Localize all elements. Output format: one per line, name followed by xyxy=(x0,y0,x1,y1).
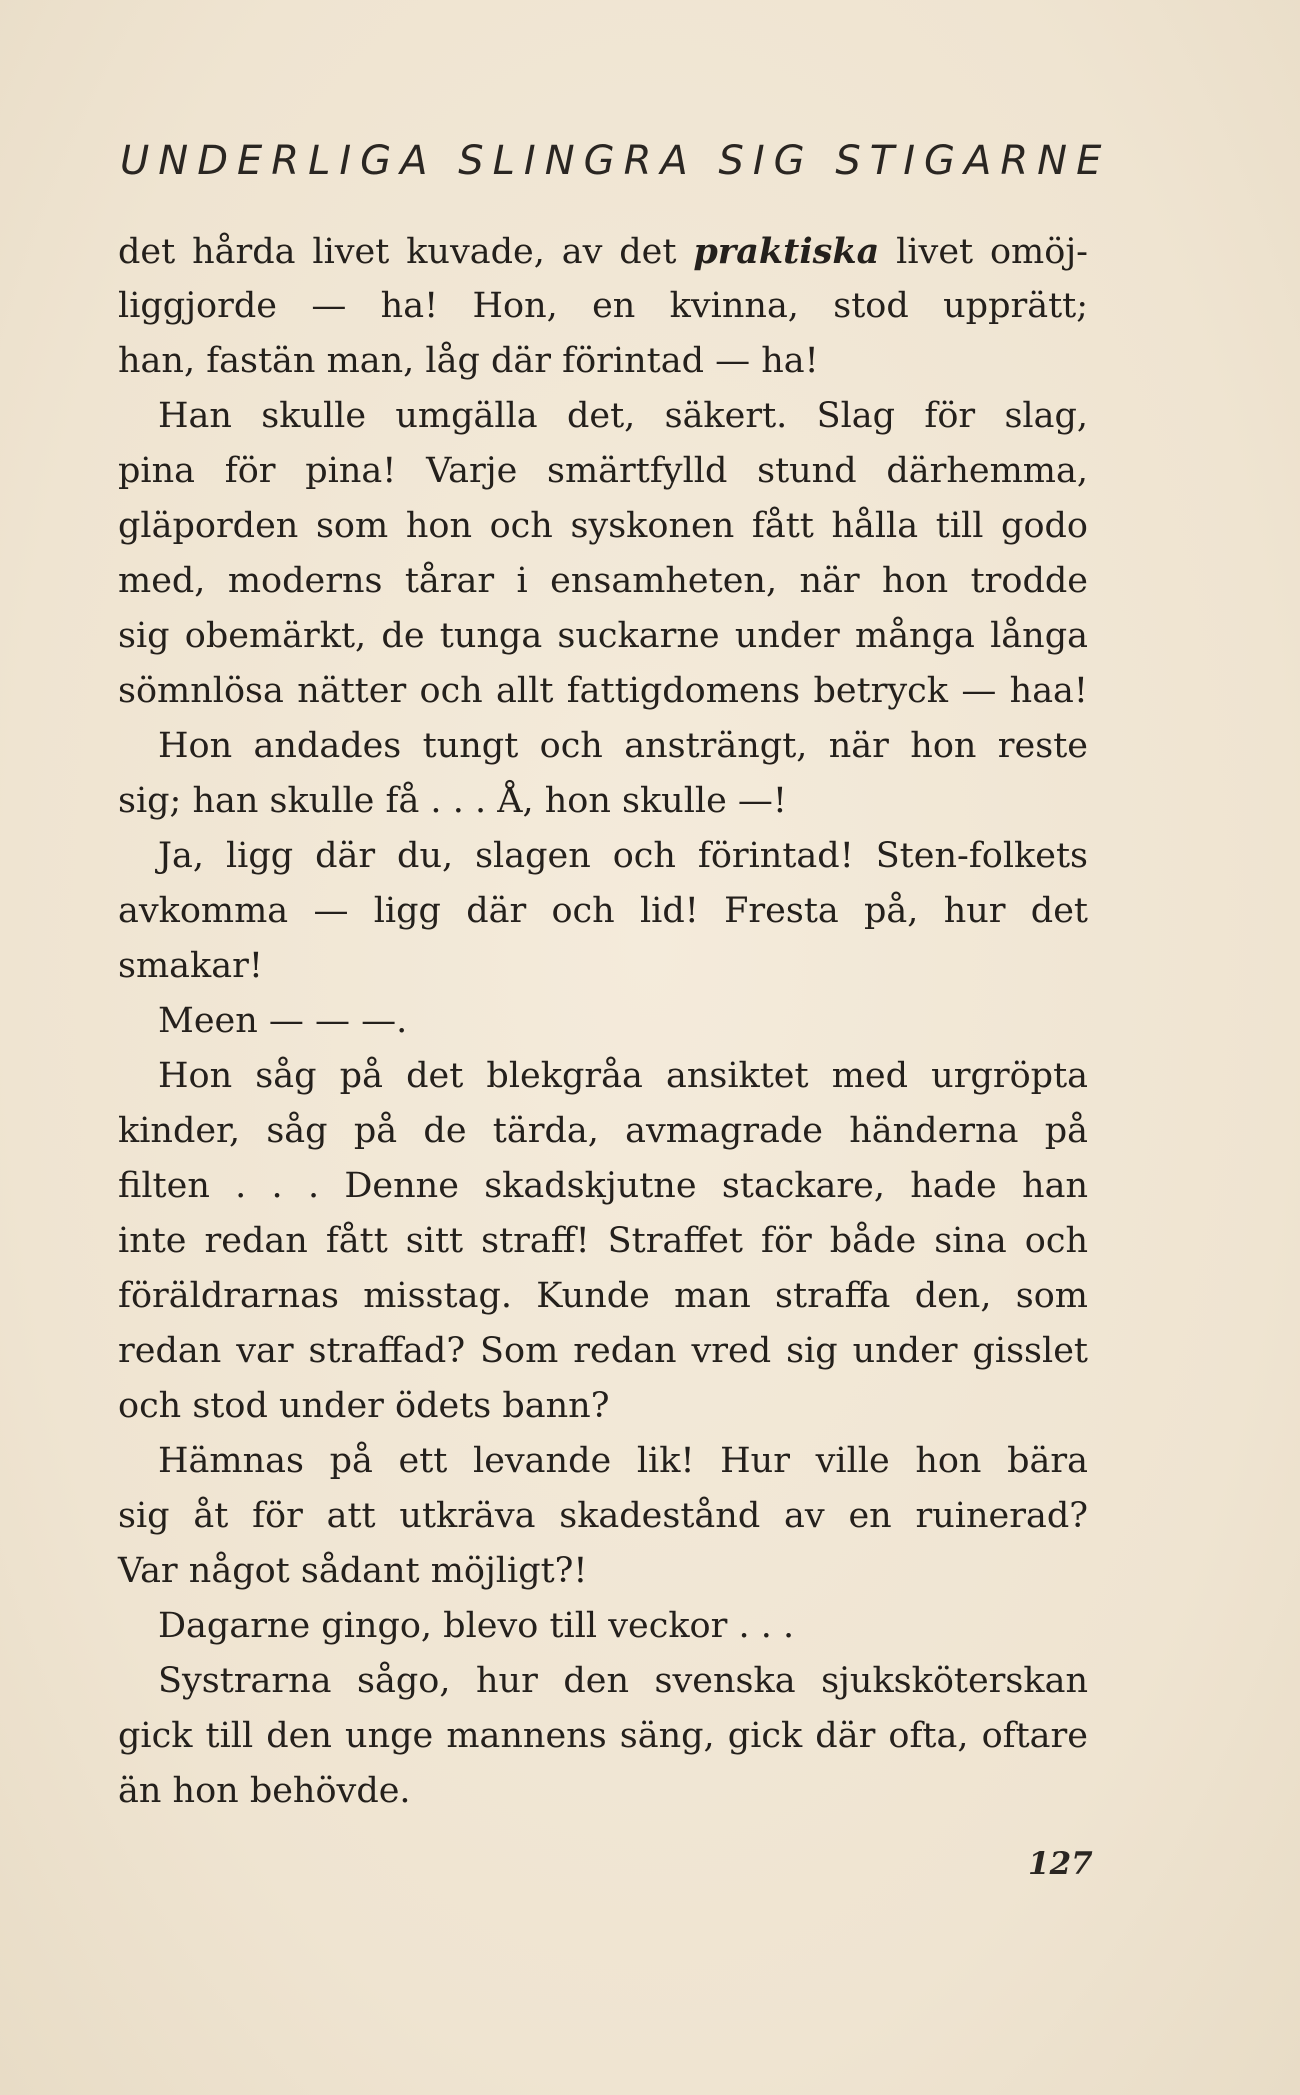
page-number: 127 xyxy=(1028,1846,1093,1882)
text-line: inte redan fått sitt straff! Straffet för både sina och xyxy=(118,1221,1088,1261)
text-line: sig åt för att utkräva skadestånd av en ruinerad? xyxy=(118,1496,1088,1536)
text-line: gläporden som hon och syskonen fått hålla till godo xyxy=(118,506,1088,546)
text-line: Han skulle umgälla det, säkert. Slag för slag, xyxy=(158,396,1088,436)
text-span: livet omöj- xyxy=(879,232,1088,272)
text-line: med, moderns tårar i ensamheten, när hon trodde xyxy=(118,561,1088,601)
text-line: han, fastän man, låg där förintad — ha! xyxy=(118,341,819,381)
running-head: UNDERLIGA SLINGRA SIG STIGARNE xyxy=(120,138,1111,184)
text-line: Hon andades tungt och ansträngt, när hon reste xyxy=(158,726,1088,766)
text-line: sig obemärkt, de tunga suckarne under många långa xyxy=(118,616,1088,656)
text-line: Systrarna sågo, hur den svenska sjuksköterskan xyxy=(158,1661,1088,1701)
body-text xyxy=(118,224,1088,1819)
text-line: sig; han skulle få . . . Å, hon skulle —! xyxy=(118,781,787,821)
text-line xyxy=(118,224,1088,279)
text-line: än hon behövde. xyxy=(118,1771,411,1811)
text-line: liggjorde — ha! Hon, en kvinna, stod upprätt; xyxy=(118,286,1088,326)
emphasized-word: praktiska xyxy=(693,231,880,272)
text-line: redan var straffad? Som redan vred sig under gisslet xyxy=(118,1331,1088,1371)
text-line: avkomma — ligg där och lid! Fresta på, hur det xyxy=(118,891,1088,931)
text-line: Meen — — —. xyxy=(158,1001,408,1041)
text-line: Var något sådant möjligt?! xyxy=(118,1551,588,1591)
text-line: gick till den unge mannens säng, gick där ofta, oftare xyxy=(118,1716,1088,1756)
text-line: filten . . . Denne skadskjutne stackare, hade han xyxy=(118,1166,1088,1206)
text-line: föräldrarnas misstag. Kunde man straffa den, som xyxy=(118,1276,1088,1316)
text-line: pina för pina! Varje smärtfylld stund därhemma, xyxy=(118,451,1088,491)
text-line: och stod under ödets bann? xyxy=(118,1386,610,1426)
text-span: det hårda livet kuvade, av det xyxy=(118,232,694,272)
text-line: Hämnas på ett levande lik! Hur ville hon bära xyxy=(158,1441,1088,1481)
text-line: Ja, ligg där du, slagen och förintad! Sten-folkets xyxy=(158,836,1088,876)
text-line: kinder, såg på de tärda, avmagrade händerna på xyxy=(118,1111,1088,1151)
text-line: Dagarne gingo, blevo till veckor . . . xyxy=(158,1606,795,1646)
text-line: sömnlösa nätter och allt fattigdomens betryck — haa! xyxy=(118,671,1088,711)
text-line: smakar! xyxy=(118,946,263,986)
text-line: Hon såg på det blekgråa ansiktet med urgröpta xyxy=(158,1056,1088,1096)
